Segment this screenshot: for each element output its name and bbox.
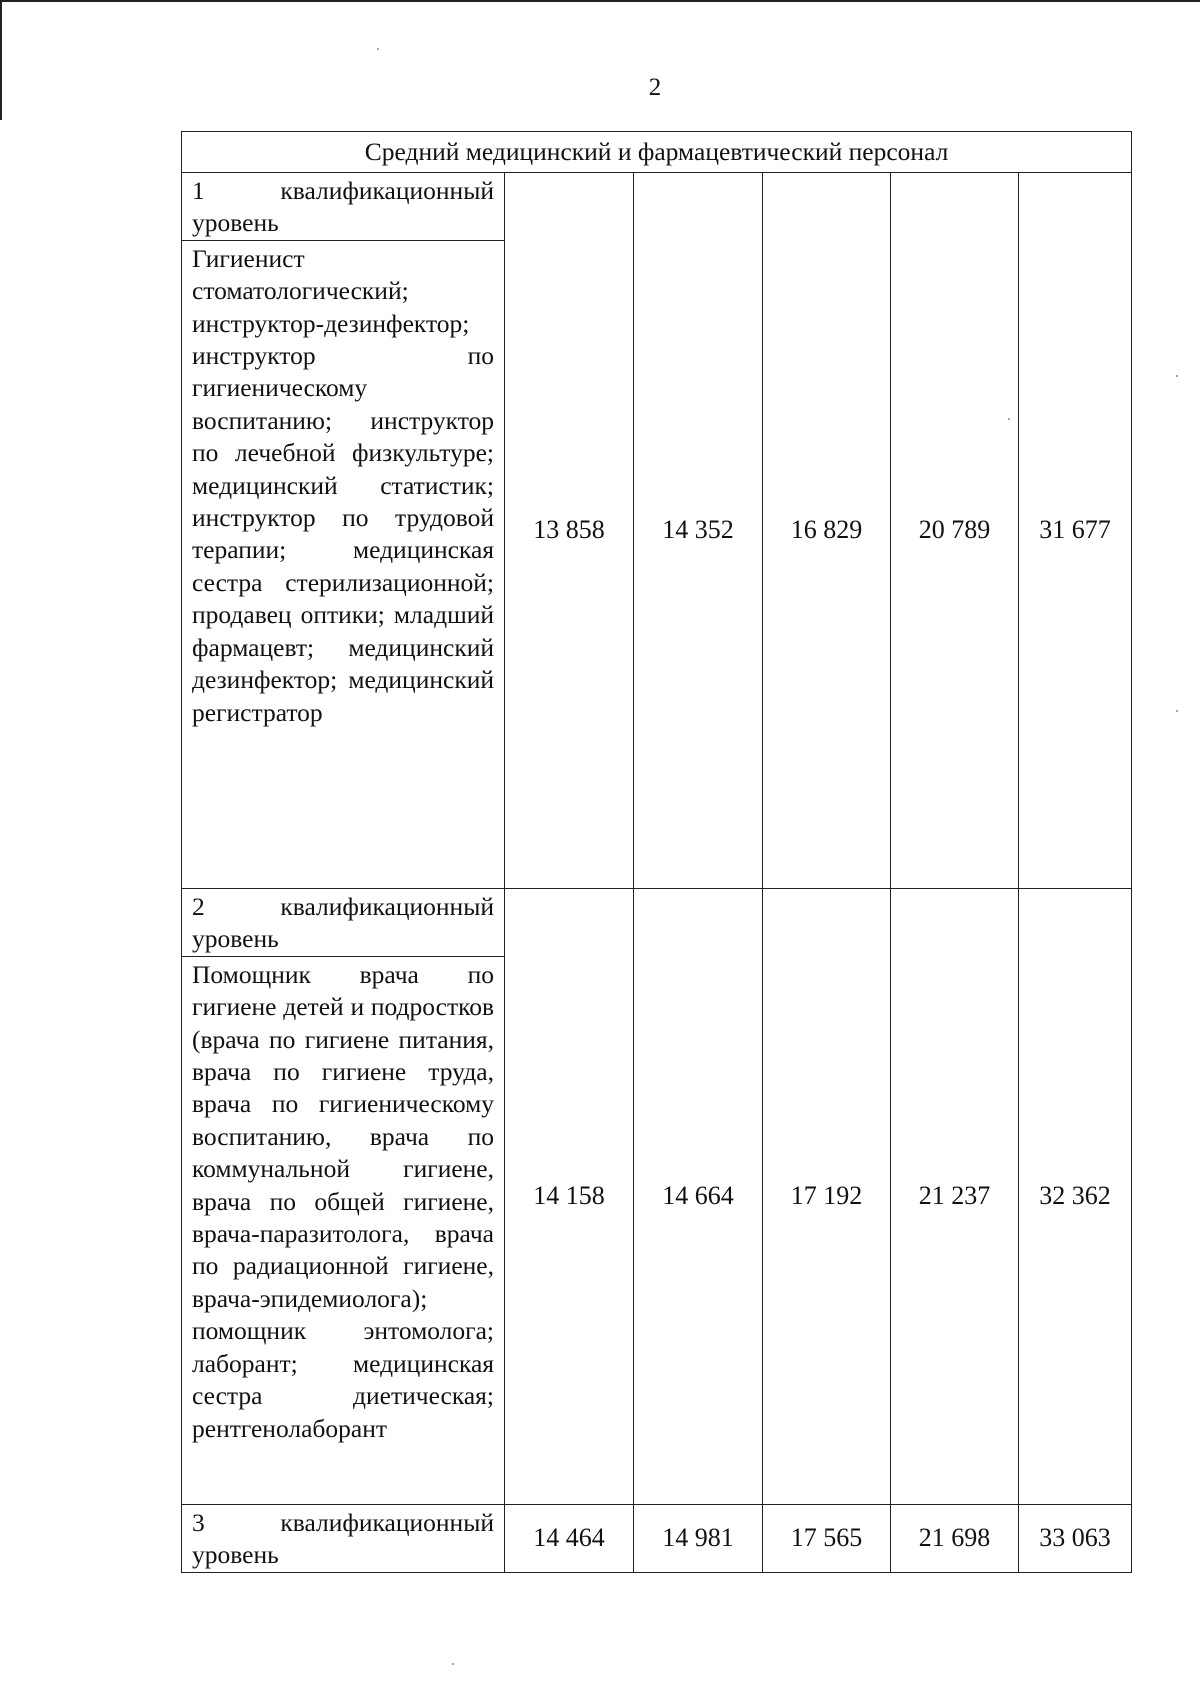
table-row bbox=[182, 173, 1132, 889]
qualification-level-title: 3 квалификационный уровень bbox=[192, 1508, 494, 1570]
salary-value: 14 981 bbox=[634, 1505, 763, 1573]
scan-speck bbox=[1008, 418, 1010, 420]
scan-speck bbox=[377, 48, 379, 50]
position-list: Гигиенист стоматологический; инструктор-дезинфектор; инструктор по гигиеническому воспитанию; инструктор по лечебной физкультуре; медицинский статистик; инструктор по трудовой терапии; медицинская сестра стерилизационной; продавец оптики; младший фармацевт; медицинский дезинфектор; медицинский регистратор bbox=[192, 243, 494, 727]
salary-value: 31 677 bbox=[1019, 173, 1132, 889]
section-header: Средний медицинский и фармацевтический персонал bbox=[182, 132, 1132, 173]
position-cell bbox=[182, 1505, 505, 1573]
salary-value: 16 829 bbox=[763, 173, 891, 889]
salary-value: 14 664 bbox=[634, 889, 763, 1505]
page-left-edge bbox=[0, 0, 2, 120]
salary-value: 14 158 bbox=[505, 889, 634, 1505]
page-number: 2 bbox=[648, 74, 662, 101]
table-row bbox=[182, 889, 1132, 1505]
salary-value: 21 698 bbox=[891, 1505, 1019, 1573]
salary-value: 17 192 bbox=[763, 889, 891, 1505]
salary-value: 14 464 bbox=[505, 1505, 634, 1573]
page-top-edge bbox=[0, 0, 1200, 2]
table-row bbox=[182, 1505, 1132, 1573]
salary-table bbox=[181, 131, 1132, 1573]
salary-value: 13 858 bbox=[505, 173, 634, 889]
salary-value: 32 362 bbox=[1019, 889, 1132, 1505]
section-header-row bbox=[182, 132, 1132, 173]
salary-value: 17 565 bbox=[763, 1505, 891, 1573]
scan-speck bbox=[1176, 375, 1178, 377]
qualification-level-title: 1 квалификационный уровень bbox=[182, 173, 504, 241]
position-cell bbox=[182, 173, 505, 889]
position-list: Помощник врача по гигиене детей и подростков (врача по гигиене питания, врача по гигиене труда, врача по гигиеническому воспитанию, врача по коммунальной гигиене, врача по общей гигиене, врача-паразитолога, врача по радиационной гигиене, врача-эпидемиолога); помощник энтомолога; лаборант; медицинская сестра диетическая; рентгенолаборант bbox=[192, 959, 494, 1443]
salary-value: 20 789 bbox=[891, 173, 1019, 889]
position-cell bbox=[182, 889, 505, 1505]
salary-value: 21 237 bbox=[891, 889, 1019, 1505]
scan-speck bbox=[1176, 710, 1178, 712]
salary-value: 14 352 bbox=[634, 173, 763, 889]
qualification-level-title: 2 квалификационный уровень bbox=[182, 889, 504, 957]
salary-value: 33 063 bbox=[1019, 1505, 1132, 1573]
scan-speck bbox=[452, 1663, 454, 1665]
